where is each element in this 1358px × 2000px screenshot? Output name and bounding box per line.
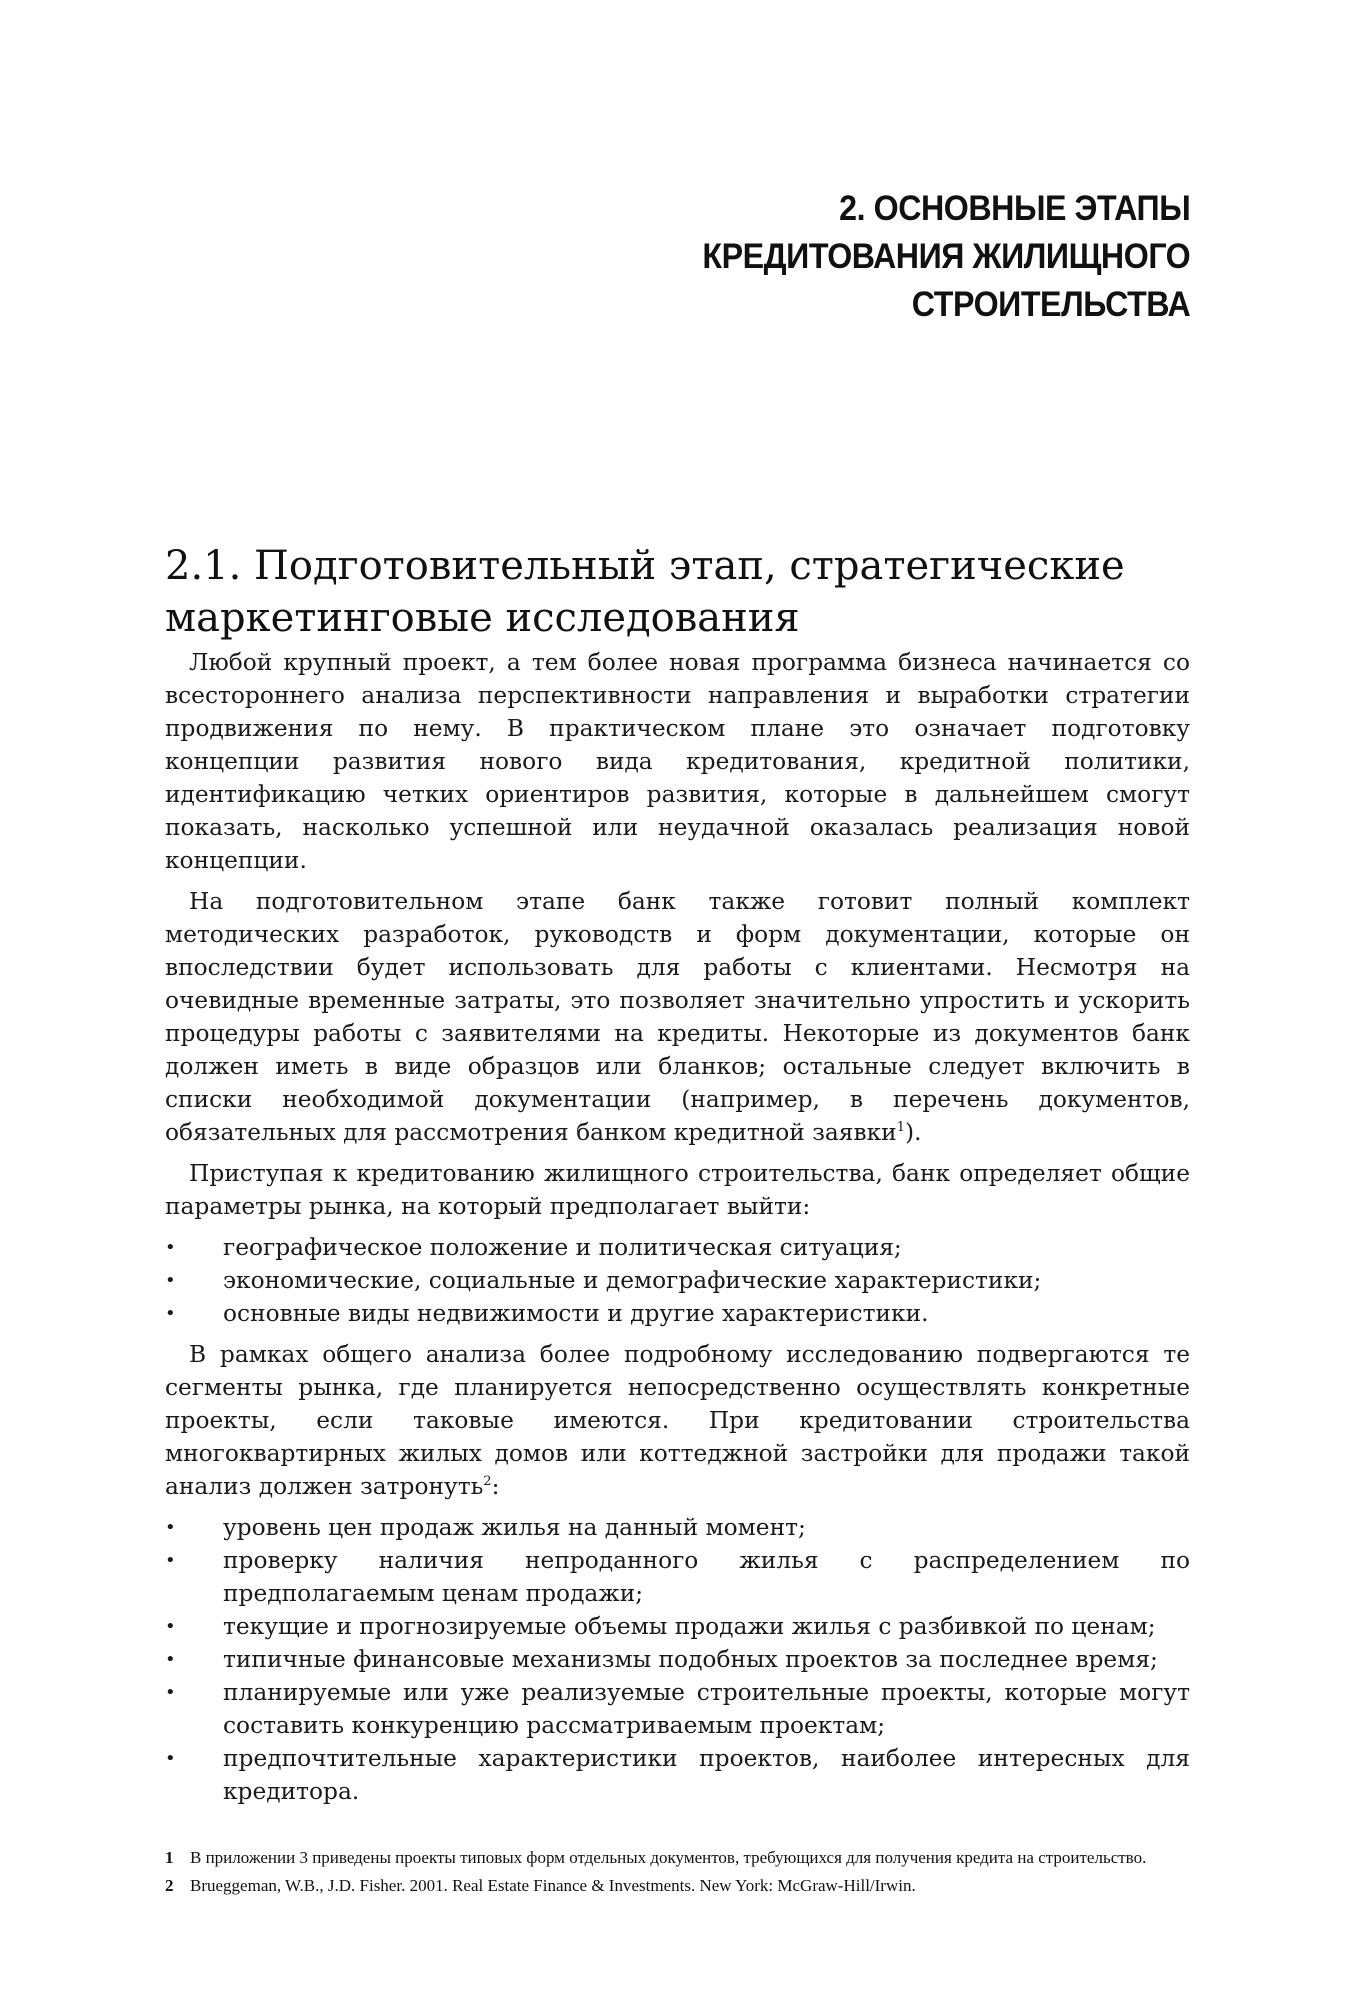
list-item: • типичные финансовые механизмы подобных проектов за последнее время; [165,1643,1190,1676]
paragraph-text-end: ). [905,1119,922,1146]
body-text [165,646,1190,1816]
footnote-number: 1 [165,1848,174,1867]
section-heading [165,540,1205,644]
section-heading-line: 2.1. Подготовительный этап, стратегические [165,543,1125,589]
list-item: • основные виды недвижимости и другие характеристики. [165,1297,1190,1330]
list-item: • предпочтительные характеристики проектов, наиболее интересных для кредитора. [165,1742,1190,1808]
paragraph-text: На подготовительном этапе банк также готовит полный комплект методических разработок, руководств и форм документации, которые он впоследствии будет использовать для работы с клиентами. Несмотря на очевидные временные затраты, это позволяет значительно упростить и ускорить процедуры работы с заявителями на кредиты. Некоторые из документов банк должен иметь в виде образцов или бланков; остальные следует включить в списки необходимой документации (например, в перечень документов, обязательных для рассмотрения банком кредитной заявки [165,888,1190,1146]
footnote-text: Brueggeman, W.B., J.D. Fisher. 2001. Real Estate Finance & Investments. New York: McGraw-Hill/Irwin. [190,1876,916,1895]
footnote-ref[interactable]: 1 [896,1120,905,1136]
footnote [165,1846,1190,1870]
footnote-text: В приложении 3 приведены проекты типовых форм отдельных документов, требующихся для получения кредита на строительство. [190,1848,1147,1867]
chapter-title-line: СТРОИТЕЛЬСТВА [911,285,1190,324]
paragraph: Приступая к кредитованию жилищного строительства, банк определяет общие параметры рынка, на который предполагает выйти: [165,1160,1190,1220]
paragraph-text-end: : [491,1473,500,1500]
footnote-number: 2 [165,1876,174,1895]
chapter-title [702,185,1190,329]
section-heading-line: маркетинговые исследования [165,595,800,641]
footnotes [165,1846,1190,1902]
paragraph-text: В рамках общего анализа более подробному исследованию подвергаются те сегменты рынка, где планируется непосредственно осуществлять конкретные проекты, если таковые имеются. При кредитовании строительства многоквартирных жилых домов или коттеджной застройки для продажи такой анализ должен затронуть [165,1341,1190,1500]
list-item: • экономические, социальные и демографические характеристики; [165,1264,1190,1297]
paragraph [165,885,1190,1149]
list-item: • текущие и прогнозируемые объемы продажи жилья с разбивкой по ценам; [165,1610,1190,1643]
paragraph [165,1338,1190,1503]
list-item: • уровень цен продаж жилья на данный момент; [165,1511,1190,1544]
bullet-list [165,1511,1190,1808]
footnote [165,1874,1190,1898]
chapter-title-line: КРЕДИТОВАНИЯ ЖИЛИЩНОГО [702,237,1190,276]
footnote-ref[interactable]: 2 [483,1474,492,1490]
chapter-title-line: 2. ОСНОВНЫЕ ЭТАПЫ [838,189,1190,228]
list-item: • проверку наличия непроданного жилья с распределением по предполагаемым ценам продажи; [165,1544,1190,1610]
bullet-list [165,1231,1190,1330]
paragraph: Любой крупный проект, а тем более новая программа бизнеса начинается со всестороннего анализа перспективности направления и выработки стратегии продвижения по нему. В практическом плане это означает подготовку концепции развития нового вида кредитования, кредитной политики, идентификацию четких ориентиров развития, которые в дальнейшем смогут показать, насколько успешной или неудачной оказалась реализация новой концепции. [165,649,1190,874]
list-item: • географическое положение и политическая ситуация; [165,1231,1190,1264]
list-item: • планируемые или уже реализуемые строительные проекты, которые могут составить конкуренцию рассматриваемым проектам; [165,1676,1190,1742]
